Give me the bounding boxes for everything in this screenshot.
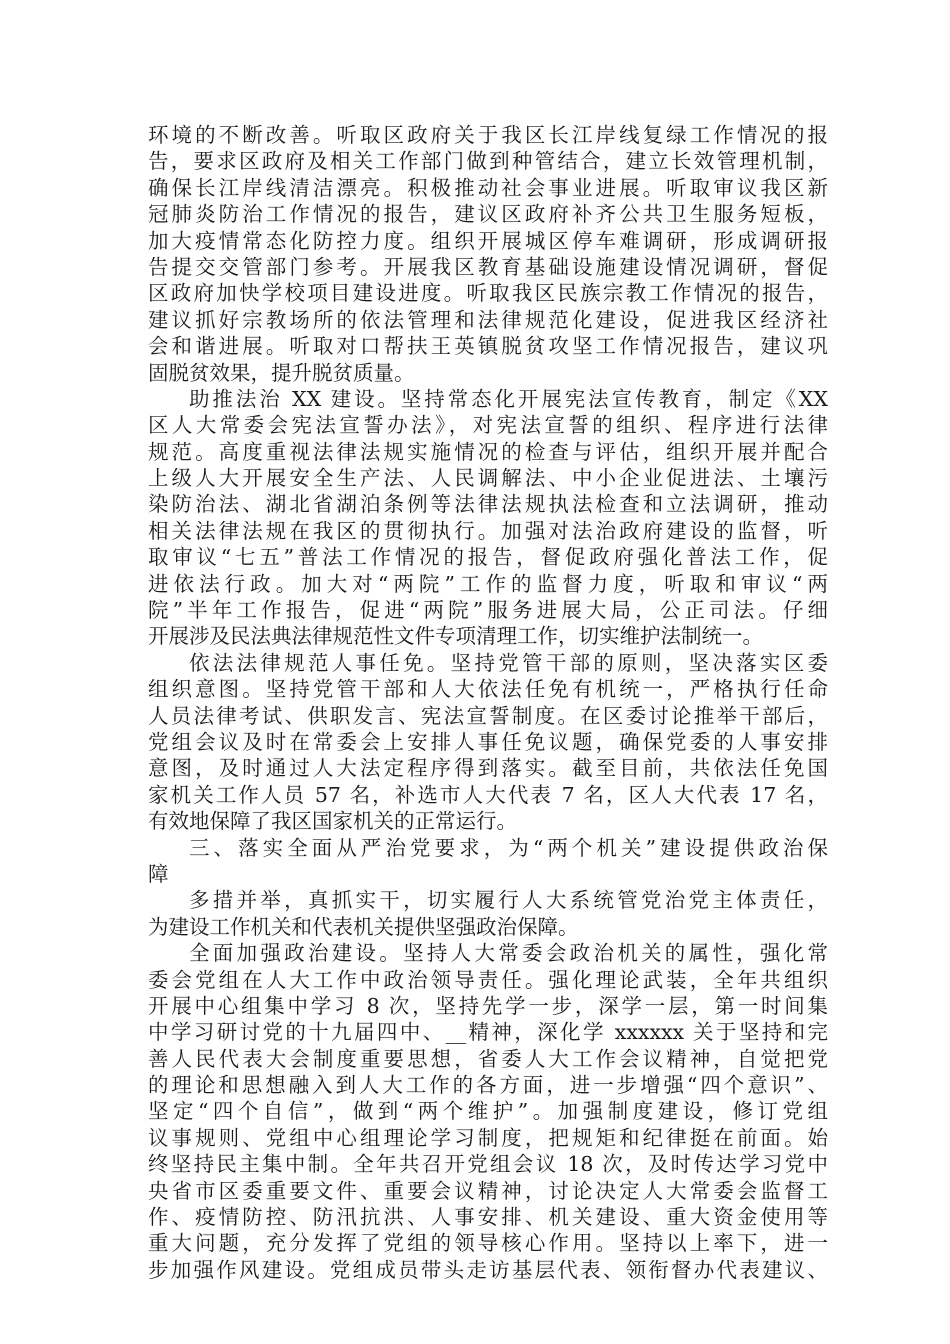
text-line: 取审议“七五”普法工作情况的报告，督促政府强化普法工作，促 [148, 545, 828, 570]
text-line: 党组会议及时在常委会上安排人事任免议题，确保党委的人事安排 [148, 729, 828, 754]
text-line: 进依法行政。加大对“两院”工作的监督力度，听取和审议“两 [148, 571, 828, 596]
text-line: 固脱贫效果，提升脱贫质量。 [148, 360, 415, 385]
text-line: 染防治法、湖北省湖泊条例等法律法规执法检查和立法调研，推动 [148, 492, 828, 517]
text-line: 告提交交管部门参考。开展我区教育基础设施建设情况调研，督促 [148, 254, 828, 279]
text-line: 规范。高度重视法律法规实施情况的检查与评估，组织开展并配合 [148, 439, 828, 464]
text-line: 依法法律规范人事任免。坚持党管干部的原则，坚决落实区委 [189, 650, 828, 675]
text-line: 步加强作风建设。党组成员带头走访基层代表、领衔督办代表建议、 [148, 1257, 828, 1282]
text-line: 区人大常委会宪法宣誓办法》，对宪法宣誓的组织、程序进行法律 [148, 413, 828, 438]
text-line: 确保长江岸线清洁漂亮。积极推动社会事业进展。听取审议我区新 [148, 175, 828, 200]
text-line: 加大疫情常态化防控力度。组织开展城区停车难调研，形成调研报 [148, 228, 828, 253]
text-line: 院”半年工作报告，促进“两院”服务进展大局，公正司法。仔细 [148, 598, 828, 623]
text-line: 上级人大开展安全生产法、人民调解法、中小企业促进法、土壤污 [148, 466, 828, 491]
text-line: 冠肺炎防治工作情况的报告，建议区政府补齐公共卫生服务短板， [148, 202, 828, 227]
text-line: 央省市区委重要文件、重要会议精神，讨论决定人大常委会监督工 [148, 1178, 828, 1203]
text-line: 意图，及时通过人大法定程序得到落实。截至目前，共依法任免国 [148, 756, 828, 781]
text-line: 坚定“四个自信”，做到“两个维护”。加强制度建设，修订党组 [148, 1099, 828, 1124]
text-line: 组织意图。坚持党管干部和人大依法任免有机统一，严格执行任命 [148, 677, 828, 702]
text-line: 有效地保障了我区国家机关的正常运行。 [148, 809, 517, 834]
text-line: 中学习研讨党的十九届四中、__精神，深化学 xxxxxx 关于坚持和完 [148, 1020, 828, 1045]
text-line: 的理论和思想融入到人大工作的各方面，进一步增强“四个意识”、 [148, 1073, 828, 1098]
text-line: 作、疫情防控、防汛抗洪、人事安排、机关建设、重大资金使用等 [148, 1205, 828, 1230]
text-line: 善人民代表大会制度重要思想，省委人大工作会议精神，自觉把党 [148, 1046, 828, 1071]
text-line: 助推法治 XX 建设。坚持常态化开展宪法宣传教育，制定《XX [189, 386, 828, 411]
text-line: 相关法律法规在我区的贯彻执行。加强对法治政府建设的监督，听 [148, 518, 828, 543]
text-line: 全面加强政治建设。坚持人大常委会政治机关的属性，强化常 [189, 941, 828, 966]
text-line: 委会党组在人大工作中政治领导责任。强化理论武装，全年共组织 [148, 967, 828, 992]
text-line: 家机关工作人员 57 名，补选市人大代表 7 名，区人大代表 17 名， [148, 782, 828, 807]
text-line: 重大问题，充分发挥了党组的领导核心作用。坚持以上率下，进一 [148, 1231, 828, 1256]
text-line: 三、落实全面从严治党要求，为“两个机关”建设提供政治保 [189, 835, 828, 860]
text-line: 区政府加快学校项目建设进度。听取我区民族宗教工作情况的报告， [148, 281, 828, 306]
text-line: 会和谐进展。听取对口帮扶王英镇脱贫攻坚工作情况报告，建议巩 [148, 334, 828, 359]
text-line: 开展中心组集中学习 8 次，坚持先学一步，深学一层，第一时间集 [148, 993, 828, 1018]
text-line: 开展涉及民法典法律规范性文件专项清理工作，切实维护法制统一。 [148, 624, 763, 649]
text-line: 多措并举，真抓实干，切实履行人大系统管党治党主体责任， [189, 888, 828, 913]
text-line: 建议抓好宗教场所的依法管理和法律规范化建设，促进我区经济社 [148, 307, 828, 332]
text-line: 告，要求区政府及相关工作部门做到种管结合，建立长效管理机制， [148, 149, 828, 174]
text-line: 终坚持民主集中制。全年共召开党组会议 18 次，及时传达学习党中 [148, 1152, 828, 1177]
text-line: 议事规则、党组中心组理论学习制度，把规矩和纪律挺在前面。始 [148, 1125, 828, 1150]
document-body-text [148, 122, 828, 1283]
text-line: 人员法律考试、供职发言、宪法宣誓制度。在区委讨论推举干部后， [148, 703, 828, 728]
text-line: 为建设工作机关和代表机关提供坚强政治保障。 [148, 914, 579, 939]
text-line: 障 [148, 861, 169, 886]
text-line: 环境的不断改善。听取区政府关于我区长江岸线复绿工作情况的报 [148, 123, 828, 147]
